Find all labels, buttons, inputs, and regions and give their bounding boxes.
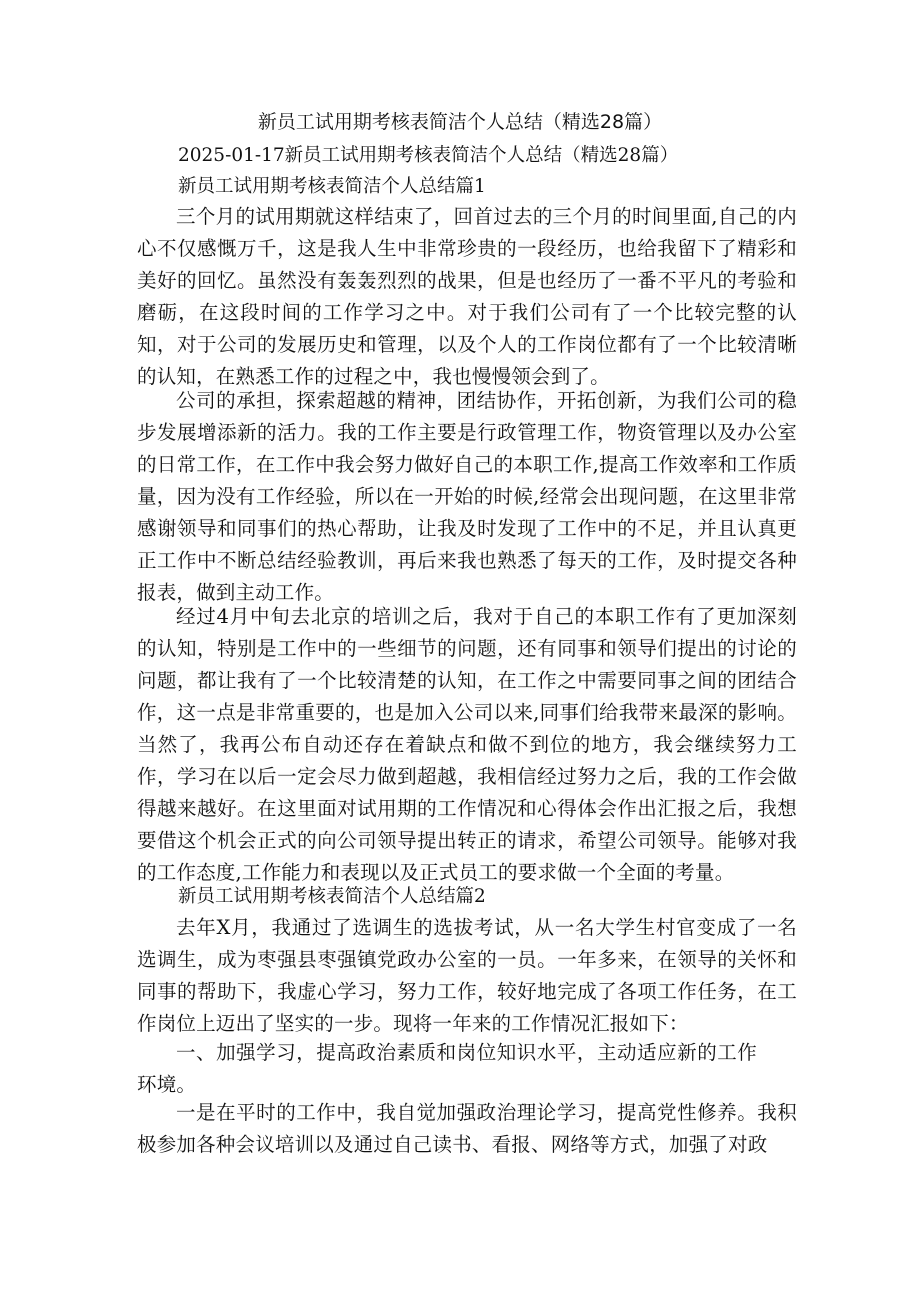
paragraph: 一是在平时的工作中，我自觉加强政治理论学习，提高党性修养。我积极参加各种会议培训以及通过自己读书、看报、网络等方式，加强了对政 <box>137 1101 797 1156</box>
document-title: 新员工试用期考核表简洁个人总结（精选28篇） <box>257 111 663 133</box>
document-meta: 2025-01-17新员工试用期考核表简洁个人总结（精选28篇） <box>178 145 679 166</box>
paragraph: 三个月的试用期就这样结束了，回首过去的三个月的时间里面,自己的内心不仅感慨万千，这是我人生中非常珍贵的一段经历，也给我留下了精彩和美好的回忆。虽然没有轰轰烈烈的战果，但是也经历了一番不平凡的考验和磨砺，在这段时间的工作学习之中。对于我们公司有了一个比较完整的认知，对于公司的发展历史和管理，以及个人的工作岗位都有了一个比较清晰的认知，在熟悉工作的过程之中，我也慢慢领会到了。 <box>137 205 797 388</box>
paragraph: 去年X月，我通过了选调生的选拔考试，从一名大学生村官变成了一名选调生，成为枣强县枣强镇党政办公室的一员。一年多来，在领导的关怀和同事的帮助下，我虚心学习，努力工作，较好地完成了各项工作任务，在工作岗位上迈出了坚实的一步。现将一年来的工作情况汇报如下： <box>137 916 797 1035</box>
section-heading-2: 新员工试用期考核表简洁个人总结篇2 <box>178 886 486 907</box>
paragraph: 公司的承担，探索超越的精神，团结协作，开拓创新，为我们公司的稳步发展增添新的活力。我的工作主要是行政管理工作，物资管理以及办公室的日常工作，在工作中我会努力做好自己的本职工作,提高工作效率和工作质量，因为没有工作经验，所以在一开始的时候,经常会出现问题，在这里非常感谢领导和同事们的热心帮助，让我及时发现了工作中的不足，并且认真更正工作中不断总结经验教训，再后来我也熟悉了每天的工作，及时提交各种报表，做到主动工作。 <box>137 389 797 604</box>
paragraph: 一、加强学习，提高政治素质和岗位知识水平，主动适应新的工作环境。 <box>137 1041 757 1096</box>
section-heading-1: 新员工试用期考核表简洁个人总结篇1 <box>178 176 486 197</box>
paragraph: 经过4月中旬去北京的培训之后，我对于自己的本职工作有了更加深刻的认知，特别是工作中的一些细节的问题，还有同事和领导们提出的讨论的问题，都让我有了一个比较清楚的认知，在工作之中需要同事之间的团结合作，这一点是非常重要的，也是加入公司以来,同事们给我带来最深的影响。当然了，我再公布自动还存在着缺点和做不到位的地方，我会继续努力工作，学习在以后一定会尽力做到超越，我相信经过努力之后，我的工作会做得越来越好。在这里面对试用期的工作情况和心得体会作出汇报之后，我想要借这个机会正式的向公司领导提出转正的请求，希望公司领导。能够对我的工作态度,工作能力和表现以及正式员工的要求做一个全面的考量。 <box>137 605 797 884</box>
